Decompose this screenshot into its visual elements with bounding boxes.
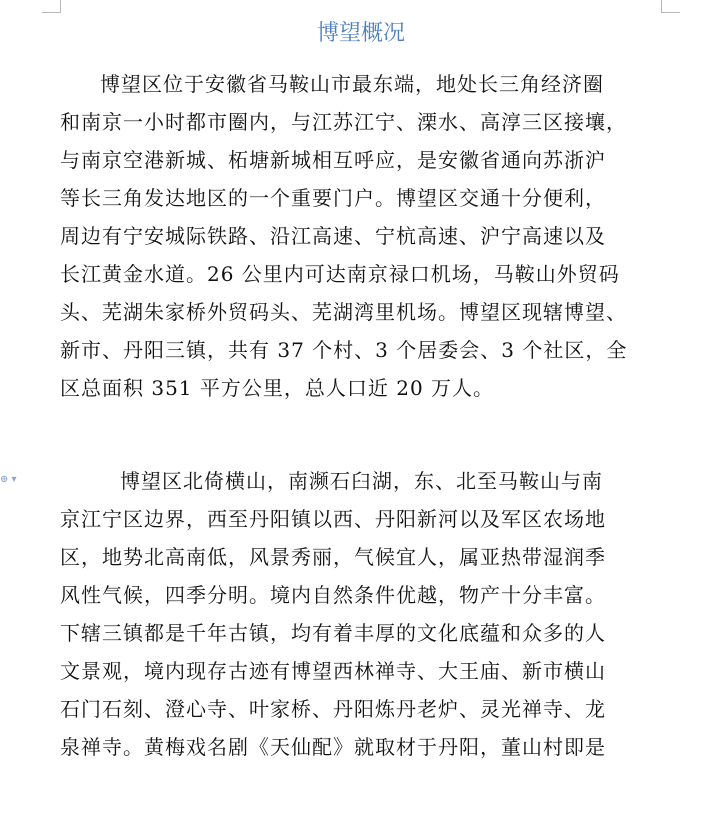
- paragraph-line: 京江宁区边界，西至丹阳镇以西、丹阳新河以及军区农场地: [60, 507, 606, 531]
- paragraph-line: 下辖三镇都是千年古镇，均有着丰厚的文化底蕴和众多的人: [60, 621, 606, 645]
- page-corner-mark-right: [661, 0, 680, 13]
- paragraph-line: 和南京一小时都市圈内，与江苏江宁、溧水、高淳三区接壤，: [60, 110, 627, 134]
- paragraph-line: 风性气候，四季分明。境内自然条件优越，物产十分丰富。: [60, 583, 606, 607]
- paragraph-line: 等长三角发达地区的一个重要门户。博望区交通十分便利，: [60, 186, 606, 210]
- paragraph-line: 泉禅寺。黄梅戏名剧《天仙配》就取材于丹阳，董山村即是: [60, 735, 606, 759]
- paragraph-options-icon[interactable]: ⊕ ▾: [0, 474, 17, 485]
- paragraph-line: 与南京空港新城、柘塘新城相互呼应，是安徽省通向苏浙沪: [60, 148, 606, 172]
- paragraph-line: 长江黄金水道。26 公里内可达南京禄口机场，马鞍山外贸码: [60, 262, 620, 286]
- paragraph-2: [60, 462, 640, 766]
- paragraph-line: 头、芜湖朱家桥外贸码头、芜湖湾里机场。博望区现辖博望、: [60, 300, 627, 324]
- document-title: 博望概况: [316, 21, 405, 46]
- paragraph-line: 周边有宁安城际铁路、沿江高速、宁杭高速、沪宁高速以及: [60, 224, 606, 248]
- paragraph-line: 博望区位于安徽省马鞍山市最东端，地处长三角经济圈: [100, 72, 604, 96]
- page-corner-mark-left: [42, 0, 61, 13]
- paragraph-line: 区，地势北高南低，风景秀丽，气候宜人，属亚热带湿润季: [60, 545, 606, 569]
- paragraph-1: [60, 65, 640, 407]
- paragraph-line: 区总面积 351 平方公里，总人口近 20 万人。: [60, 376, 495, 400]
- paragraph-line: 新市、丹阳三镇，共有 37 个村、3 个居委会、3 个社区，全: [60, 338, 628, 362]
- paragraph-line: 石门石刻、澄心寺、叶家桥、丹阳炼丹老炉、灵光禅寺、龙: [60, 697, 606, 721]
- paragraph-line: 文景观，境内现存古迹有博望西林禅寺、大王庙、新市横山: [60, 659, 606, 683]
- paragraph-line: 博望区北倚横山，南濒石臼湖，东、北至马鞍山与南: [120, 469, 603, 493]
